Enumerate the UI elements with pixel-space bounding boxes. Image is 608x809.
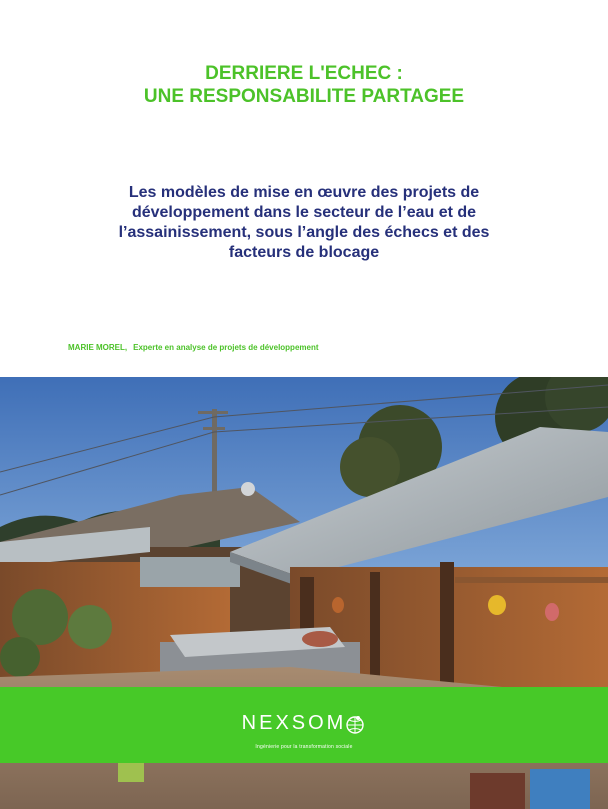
subtitle-line-3: l’assainissement, sous l’angle des échecs et des	[118, 224, 490, 241]
logo-globe-icon	[344, 714, 366, 736]
document-subtitle	[70, 183, 538, 263]
title-line-1: DERRIERE L'ECHEC :	[205, 63, 403, 84]
author-name: MARIE MOREL,	[68, 343, 128, 352]
author-line	[68, 343, 548, 353]
title-line-2: UNE RESPONSABILITE PARTAGEE	[143, 86, 465, 107]
subtitle-line-1: Les modèles de mise en œuvre des projets de	[128, 184, 480, 201]
nexsom-logo	[0, 712, 608, 736]
logo-tagline: Ingénierie pour la transformation sociale	[255, 744, 353, 750]
subtitle-line-4: facteurs de blocage	[228, 244, 380, 261]
author-role: Experte en analyse de projets de développement	[133, 343, 319, 352]
logo-wordmark: NEXSOM	[241, 712, 347, 734]
subtitle-line-2: développement dans le secteur de l’eau et de	[131, 204, 477, 221]
document-title	[0, 62, 608, 108]
